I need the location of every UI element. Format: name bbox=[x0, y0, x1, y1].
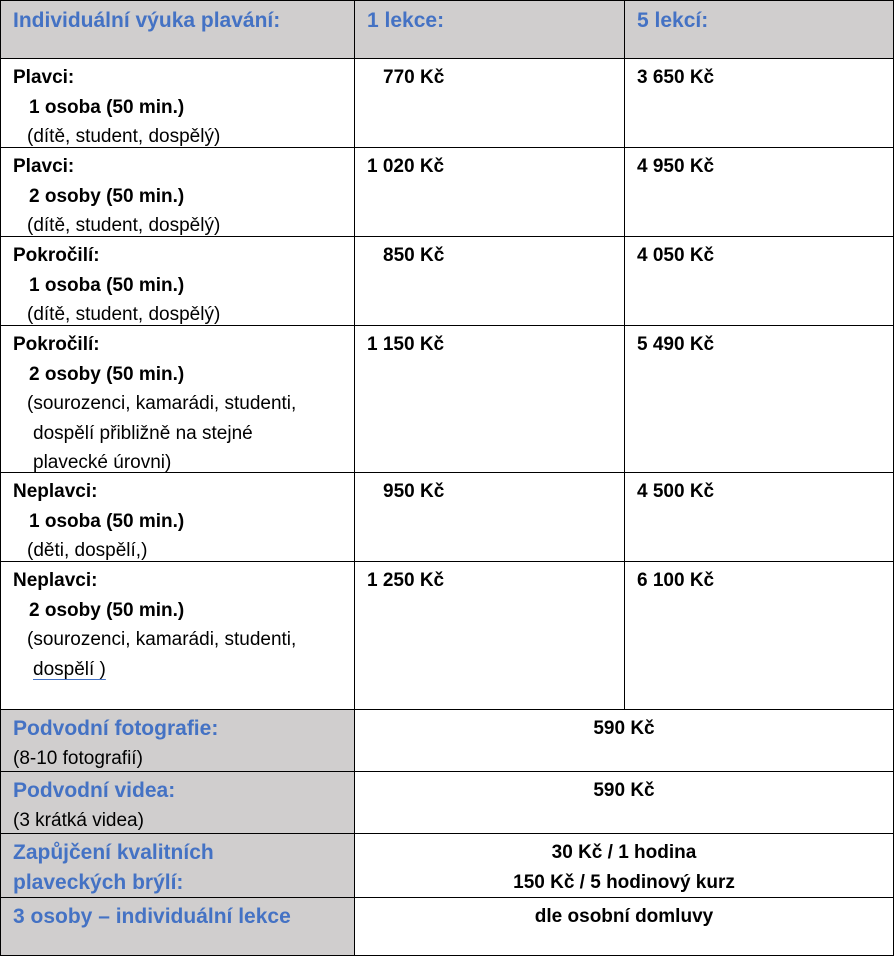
row-5-group: 1 osoba (50 min.) bbox=[29, 510, 185, 532]
row-3-category: Pokročilí: bbox=[13, 245, 100, 266]
row-1-price-one bbox=[354, 58, 625, 148]
row-4-category: Pokročilí: bbox=[13, 334, 100, 355]
row-6-note-line-2-text: dospělí ) bbox=[33, 658, 106, 680]
extra-photos-sub: (8-10 fotografií) bbox=[13, 747, 143, 769]
row-6-note-line-2 bbox=[13, 655, 354, 685]
header-five-lessons-label: 5 lekcí: bbox=[637, 9, 709, 32]
row-3-price-five bbox=[624, 236, 894, 326]
row-4-note-line-2: dospělí přibližně na stejné bbox=[33, 422, 253, 444]
extra-videos-price-value: 590 Kč bbox=[593, 780, 655, 801]
header-one-lesson bbox=[354, 0, 625, 59]
extra-videos-desc bbox=[0, 771, 355, 834]
row-5-category: Neplavci: bbox=[13, 481, 98, 502]
row-2-group: 2 osoby (50 min.) bbox=[29, 185, 185, 207]
header-service-label: Individuální výuka plavání: bbox=[13, 9, 281, 32]
row-2-note: (dítě, student, dospělý) bbox=[27, 215, 221, 236]
extra-photos-price-value: 590 Kč bbox=[593, 718, 655, 739]
row-1-price-five-value: 3 650 Kč bbox=[637, 67, 715, 88]
row-3-price-five-value: 4 050 Kč bbox=[637, 245, 715, 266]
row-4-desc bbox=[0, 325, 355, 473]
row-3-note: (dítě, student, dospělý) bbox=[27, 304, 221, 325]
row-6-price-one bbox=[354, 561, 625, 710]
extra-goggles-title-line-1: Zapůjčení kvalitních bbox=[13, 841, 214, 864]
row-3-group: 1 osoba (50 min.) bbox=[29, 274, 185, 296]
row-2-price-one bbox=[354, 147, 625, 237]
extra-goggles-desc bbox=[0, 833, 355, 898]
row-6-price-one-value: 1 250 Kč bbox=[367, 570, 445, 591]
row-4-note-line-3: plavecké úrovni) bbox=[33, 452, 172, 473]
row-6-price-five bbox=[624, 561, 894, 710]
row-2-price-one-value: 1 020 Kč bbox=[367, 156, 445, 177]
extra-three-persons-title: 3 osoby – individuální lekce bbox=[13, 905, 291, 928]
extra-photos-desc bbox=[0, 709, 355, 772]
extra-goggles-price-course: 150 Kč / 5 hodinový kurz bbox=[513, 871, 735, 893]
row-1-note: (dítě, student, dospělý) bbox=[27, 126, 221, 147]
row-4-note-line-1: (sourozenci, kamarádi, studenti, bbox=[27, 393, 297, 414]
extra-goggles-price bbox=[354, 833, 894, 898]
header-one-lesson-label: 1 lekce: bbox=[367, 9, 445, 32]
row-6-price-five-value: 6 100 Kč bbox=[637, 570, 715, 591]
row-4-price-one bbox=[354, 325, 625, 473]
row-3-desc bbox=[0, 236, 355, 326]
row-3-price-one-value: 850 Kč bbox=[383, 245, 445, 266]
row-1-price-one-value: 770 Kč bbox=[383, 67, 445, 88]
row-1-price-five bbox=[624, 58, 894, 148]
extra-three-persons-price bbox=[354, 897, 894, 956]
extra-videos-sub: (3 krátká videa) bbox=[13, 809, 144, 831]
row-5-price-five bbox=[624, 472, 894, 562]
extra-videos-title: Podvodní videa: bbox=[13, 779, 176, 802]
row-4-price-one-value: 1 150 Kč bbox=[367, 334, 445, 355]
row-3-price-one bbox=[354, 236, 625, 326]
row-1-group: 1 osoba (50 min.) bbox=[29, 96, 185, 118]
extra-videos-price bbox=[354, 771, 894, 834]
row-6-group: 2 osoby (50 min.) bbox=[29, 599, 185, 621]
extra-three-persons-desc bbox=[0, 897, 355, 956]
row-5-price-five-value: 4 500 Kč bbox=[637, 481, 715, 502]
row-2-price-five bbox=[624, 147, 894, 237]
row-6-desc bbox=[0, 561, 355, 710]
extra-three-persons-price-value: dle osobní domluvy bbox=[534, 906, 714, 927]
header-five-lessons bbox=[624, 0, 894, 59]
row-5-desc bbox=[0, 472, 355, 562]
extra-goggles-title-line-2: plaveckých brýlí: bbox=[13, 870, 184, 894]
extra-photos-title: Podvodní fotografie: bbox=[13, 717, 219, 740]
extra-photos-price bbox=[354, 709, 894, 772]
row-4-group: 2 osoby (50 min.) bbox=[29, 363, 185, 385]
row-2-desc bbox=[0, 147, 355, 237]
row-1-category: Plavci: bbox=[13, 67, 75, 88]
row-6-note-line-1: (sourozenci, kamarádi, studenti, bbox=[27, 629, 297, 650]
extra-goggles-price-hour: 30 Kč / 1 hodina bbox=[551, 842, 697, 863]
row-1-desc bbox=[0, 58, 355, 148]
header-service bbox=[0, 0, 355, 59]
row-2-category: Plavci: bbox=[13, 156, 75, 177]
row-4-price-five bbox=[624, 325, 894, 473]
row-5-note: (děti, dospělí,) bbox=[27, 540, 148, 561]
row-6-category: Neplavci: bbox=[13, 570, 98, 591]
row-5-price-one bbox=[354, 472, 625, 562]
row-4-price-five-value: 5 490 Kč bbox=[637, 334, 715, 355]
row-2-price-five-value: 4 950 Kč bbox=[637, 156, 715, 177]
row-5-price-one-value: 950 Kč bbox=[383, 481, 445, 502]
